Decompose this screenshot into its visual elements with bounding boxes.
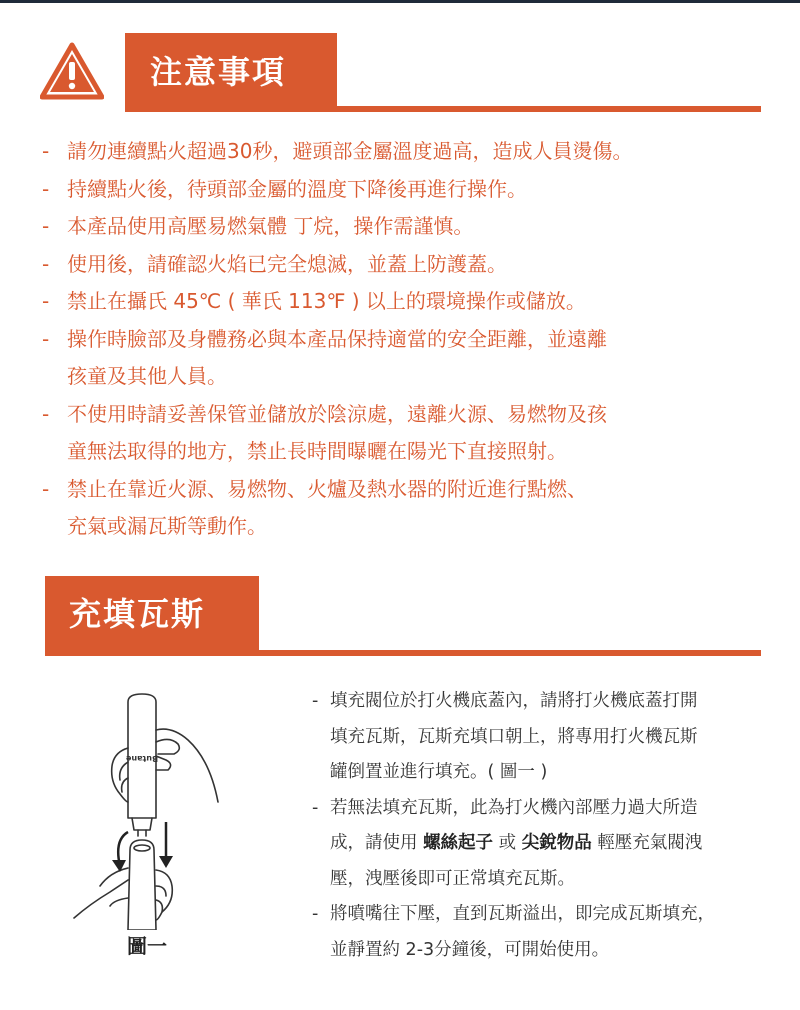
emphasized-tool: 尖銳物品 [521,833,592,853]
notice-title-rule [125,106,761,112]
notice-item-text: 持續點火後，待頭部金屬的溫度下降後再進行操作。 [67,176,527,201]
notice-item-text: 本產品使用高壓易燃氣體 丁烷，操作需謹慎。 [67,214,474,238]
instruction-text: 並靜置約 2-3分鐘後，可開始使用。 [330,939,610,960]
bullet-dash: - [42,401,50,426]
bullet-dash: - [312,797,319,818]
notice-item-text: 請勿連續點火超過30秒，避頭部金屬溫度過高，造成人員燙傷。 [67,139,633,163]
instruction-item [312,897,772,968]
instruction-line [330,791,772,827]
figure-caption: 圖一 [127,934,167,958]
notice-item-text: 禁止在靠近火源、易燃物、火爐及熱水器的附近進行點燃、 [67,476,587,501]
emphasized-tool: 螺絲起子 [423,833,494,853]
notice-title: 注意事項 [125,33,337,111]
instruction-text: 成，請使用 [330,833,424,853]
notice-item-text: 孩童及其他人員。 [67,364,227,388]
warning-icon [40,42,104,100]
instruction-line [330,684,772,720]
notice-item-text: 使用後，請確認火焰已完全熄滅，並蓋上防護蓋。 [67,251,507,276]
bullet-dash: - [312,904,319,924]
notice-list [42,133,782,546]
bullet-dash: - [42,139,50,163]
instruction-text: 填充閥位於打火機底蓋內，請將打火機底蓋打開 [330,691,698,711]
instruction-text: 壓，洩壓後即可正常填充瓦斯。 [330,868,575,889]
notice-item [42,471,782,546]
notice-item-text: 充氣或漏瓦斯等動作。 [67,514,267,538]
instruction-text: 或 [493,833,522,853]
bullet-dash: - [42,176,50,201]
instruction-text: 填充瓦斯，瓦斯充填口朝上，將專用打火機瓦斯 [330,726,698,747]
instruction-text: 罐倒置並進行填充。( 圖一 ) [330,762,548,782]
notice-item [42,283,782,321]
refill-instructions [312,684,772,968]
bullet-dash: - [312,691,319,711]
refill-illustration [70,690,270,930]
instruction-line [330,755,772,791]
instruction-text: 輕壓充氣閥洩 [591,833,703,853]
notice-item-text: 童無法取得的地方，禁止長時間曝曬在陽光下直接照射。 [67,439,567,463]
notice-item-text: 操作時臉部及身體務必與本產品保持適當的安全距離，並遠離 [67,326,607,351]
notice-item-text: 禁止在攝氏 45℃ ( 華氏 113℉ ) 以上的環境操作或儲放。 [67,289,586,313]
instruction-line [330,933,772,969]
instruction-item [312,791,772,898]
notice-item [42,321,782,396]
notice-item-text: 不使用時請妥善保管並儲放於陰涼處，遠離火源、易燃物及孩 [67,401,607,426]
notice-item [42,246,782,284]
instruction-line [330,897,772,933]
instruction-item [312,684,772,791]
refill-title: 充填瓦斯 [45,576,259,652]
instruction-line [330,826,772,862]
instruction-text: 若無法填充瓦斯，此為打火機內部壓力過大所造 [330,797,698,818]
notice-item [42,396,782,471]
bullet-dash: - [42,289,50,313]
refill-title-rule [45,650,761,656]
notice-item [42,171,782,209]
can-label: Butane [125,754,159,763]
instruction-text: 將噴嘴往下壓，直到瓦斯溢出，即完成瓦斯填充， [330,904,715,924]
bullet-dash: - [42,326,50,351]
top-border [0,0,800,3]
bullet-dash: - [42,476,50,501]
bullet-dash: - [42,214,50,238]
bullet-dash: - [42,251,50,276]
instruction-line [330,862,772,898]
notice-item [42,208,782,246]
notice-item [42,133,782,171]
instruction-line [330,720,772,756]
